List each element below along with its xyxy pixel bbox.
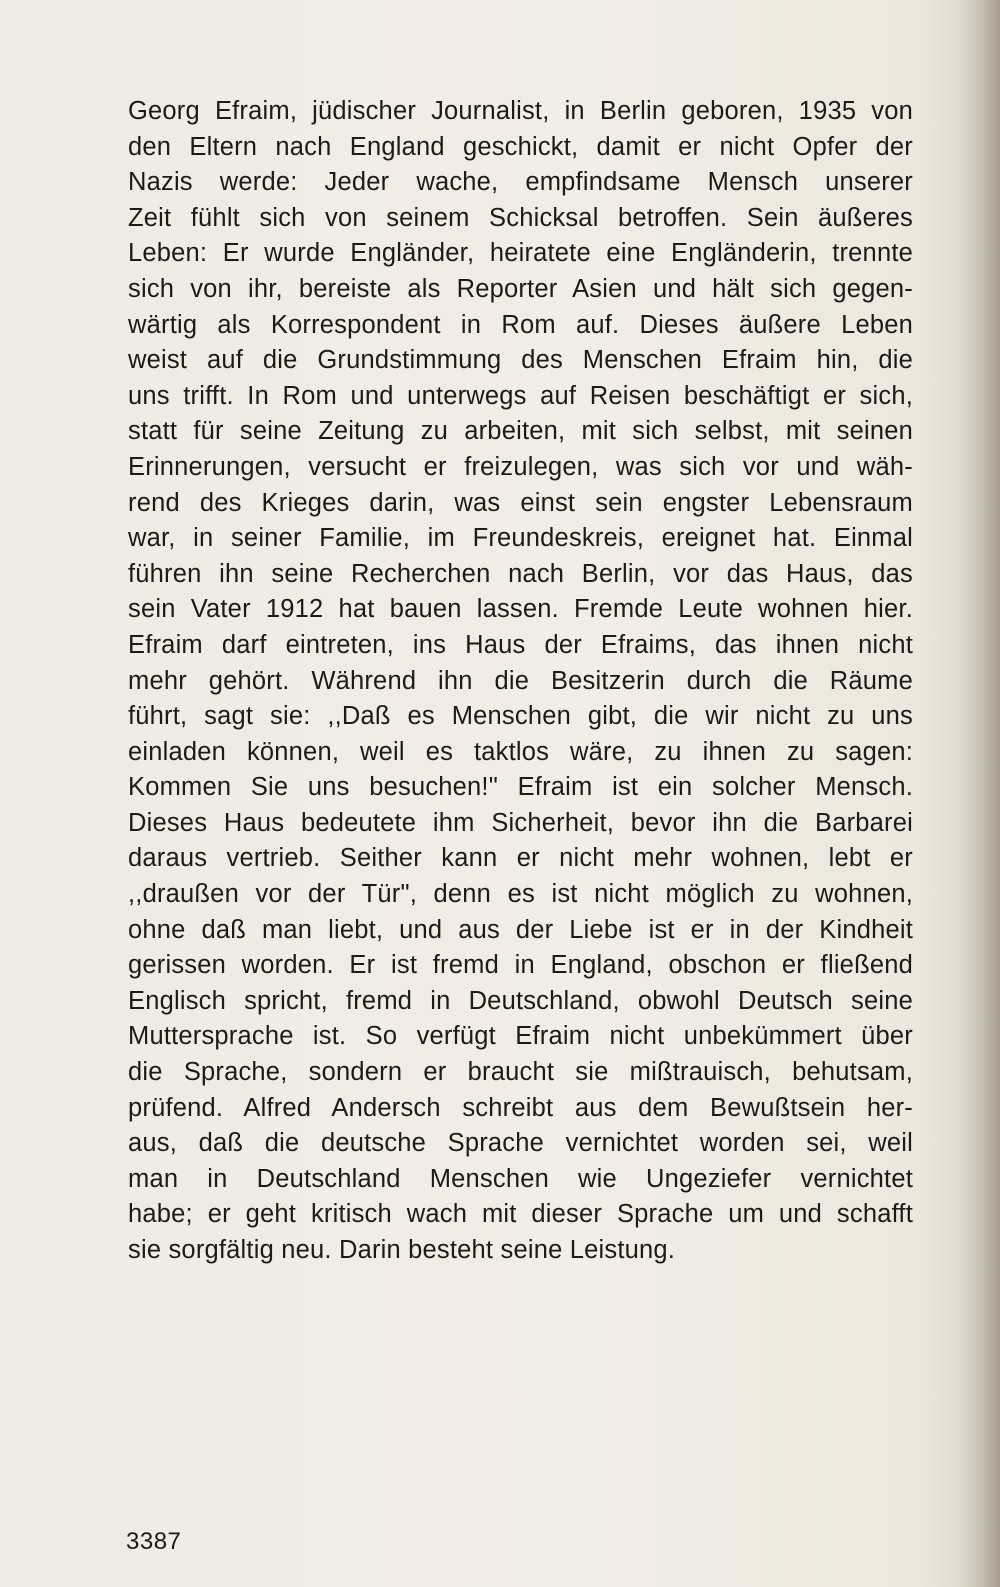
blurb-line-last: sie sorgfältig neu. Darin besteht seine Leistung.: [128, 1236, 676, 1264]
blurb-line: Englisch spricht, fremd in Deutschland, obwohl Deutsch seine: [128, 986, 913, 1015]
blurb-line: aus, daß die deutsche Sprache vernichtet worden sei, weil: [128, 1129, 913, 1158]
blurb-line: führt, sagt sie: ,,Daß es Menschen gibt, die wir nicht zu uns: [128, 702, 913, 731]
blurb-line: wärtig als Korrespondent in Rom auf. Dieses äußere Leben: [128, 310, 913, 339]
blurb-text: [128, 94, 913, 1269]
blurb-line: Erinnerungen, versucht er freizulegen, was sich vor und wäh-: [128, 452, 913, 481]
blurb-line: war, in seiner Familie, im Freundeskreis, ereignet hat. Einmal: [128, 524, 913, 553]
blurb-line: Zeit fühlt sich von seinem Schicksal betroffen. Sein äußeres: [128, 203, 913, 232]
blurb-line: die Sprache, sondern er braucht sie mißtrauisch, behutsam,: [128, 1058, 913, 1087]
blurb-line: Georg Efraim, jüdischer Journalist, in Berlin geboren, 1935 von: [128, 97, 913, 125]
blurb-line: sich von ihr, bereiste als Reporter Asien und hält sich gegen-: [128, 274, 913, 303]
blurb-line: prüfend. Alfred Andersch schreibt aus dem Bewußtsein her-: [128, 1093, 913, 1122]
blurb-line: Dieses Haus bedeutete ihm Sicherheit, bevor ihn die Barbarei: [128, 808, 913, 837]
blurb-line: man in Deutschland Menschen wie Ungeziefer vernichtet: [128, 1164, 913, 1193]
blurb-line: daraus vertrieb. Seither kann er nicht mehr wohnen, lebt er: [128, 844, 913, 873]
blurb-line: Muttersprache ist. So verfügt Efraim nicht unbekümmert über: [128, 1022, 913, 1051]
blurb-line: rend des Krieges darin, was einst sein engster Lebensraum: [128, 488, 913, 517]
blurb-line: den Eltern nach England geschickt, damit er nicht Opfer der: [128, 132, 913, 161]
blurb-line: weist auf die Grundstimmung des Menschen Efraim hin, die: [128, 346, 913, 375]
blurb-line: gerissen worden. Er ist fremd in England, obschon er fließend: [128, 951, 913, 980]
blurb-line: einladen können, weil es taktlos wäre, zu ihnen zu sagen:: [128, 737, 913, 766]
blurb-line: ,,draußen vor der Tür", denn es ist nicht möglich zu wohnen,: [128, 880, 913, 909]
blurb-line: uns trifft. In Rom und unterwegs auf Reisen beschäftigt er sich,: [128, 381, 913, 410]
blurb-line: Efraim darf eintreten, ins Haus der Efraims, das ihnen nicht: [128, 630, 913, 659]
spine-shadow: [960, 0, 1000, 1587]
blurb-line: mehr gehört. Während ihn die Besitzerin durch die Räume: [128, 666, 913, 695]
blurb-line: habe; er geht kritisch wach mit dieser Sprache um und schafft: [128, 1200, 913, 1229]
blurb-line: sein Vater 1912 hat bauen lassen. Fremde Leute wohnen hier.: [128, 595, 913, 624]
blurb-line: Leben: Er wurde Engländer, heiratete eine Engländerin, trennte: [128, 239, 913, 268]
catalog-number: 3387: [126, 1528, 182, 1555]
blurb-line: statt für seine Zeitung zu arbeiten, mit sich selbst, mit seinen: [128, 417, 913, 446]
blurb-line: führen ihn seine Recherchen nach Berlin, vor das Haus, das: [128, 559, 913, 588]
blurb-line: Kommen Sie uns besuchen!" Efraim ist ein solcher Mensch.: [128, 773, 913, 802]
blurb-line: ohne daß man liebt, und aus der Liebe ist er in der Kindheit: [128, 915, 913, 944]
blurb-line: Nazis werde: Jeder wache, empfindsame Mensch unserer: [128, 168, 913, 197]
